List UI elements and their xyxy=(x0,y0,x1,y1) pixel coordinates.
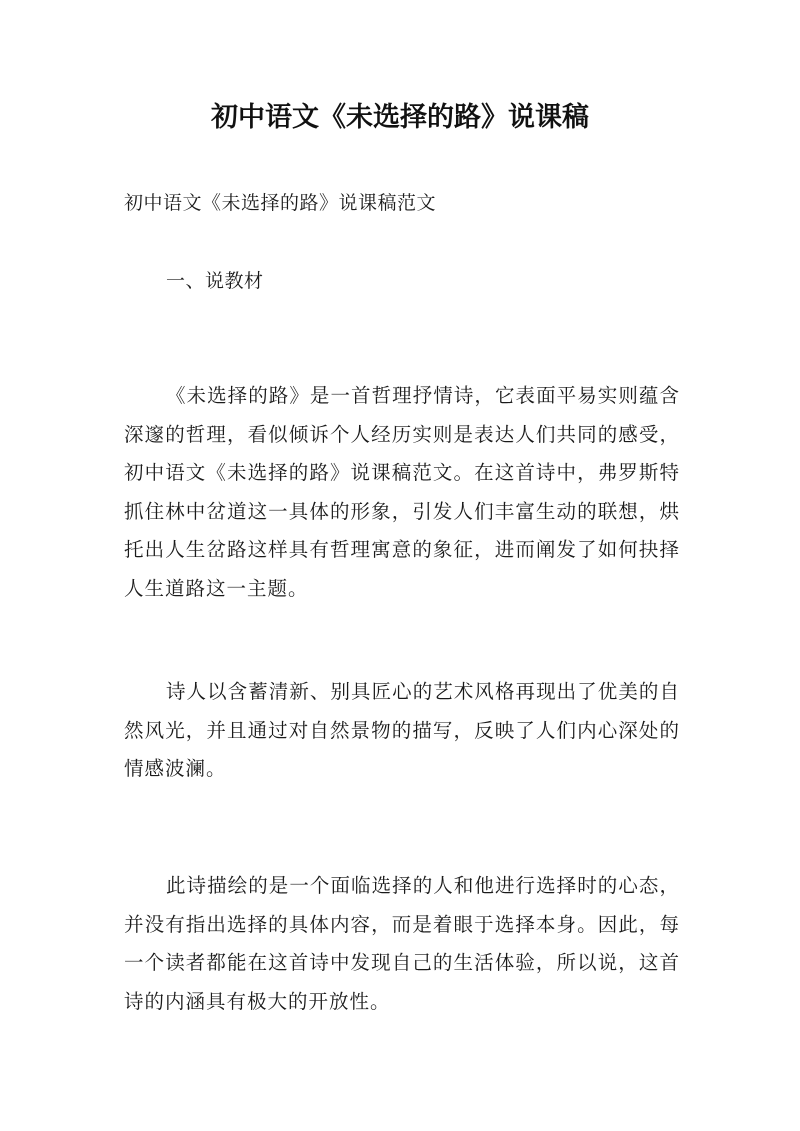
document-subtitle: 初中语文《未选择的路》说课稿范文 xyxy=(124,192,437,214)
section-heading: 一、说教材 xyxy=(166,270,264,292)
body-paragraph: 此诗描绘的是一个面临选择的人和他进行选择时的心态，并没有指出选择的具体内容，而是着眼于选择本身。因此，每一个读者都能在这首诗中发现自己的生活体验，所以说，这首诗的内涵具有极大的开放性。 xyxy=(124,874,680,1013)
body-paragraph: 诗人以含蓄清新、别具匠心的艺术风格再现出了优美的自然风光，并且通过对自然景物的描写，反映了人们内心深处的情感波澜。 xyxy=(124,680,680,780)
body-paragraph: 《未选择的路》是一首哲理抒情诗，它表面平易实则蕴含深邃的哲理，看似倾诉个人经历实则是表达人们共同的感受，初中语文《未选择的路》说课稿范文。在这首诗中，弗罗斯特抓住林中岔道这一具体的形象，引发人们丰富生动的联想，烘托出人生岔路这样具有哲理寓意的象征，进而阐发了如何抉择人生道路这一主题。 xyxy=(124,384,680,600)
document-title: 初中语文《未选择的路》说课稿 xyxy=(211,102,589,133)
